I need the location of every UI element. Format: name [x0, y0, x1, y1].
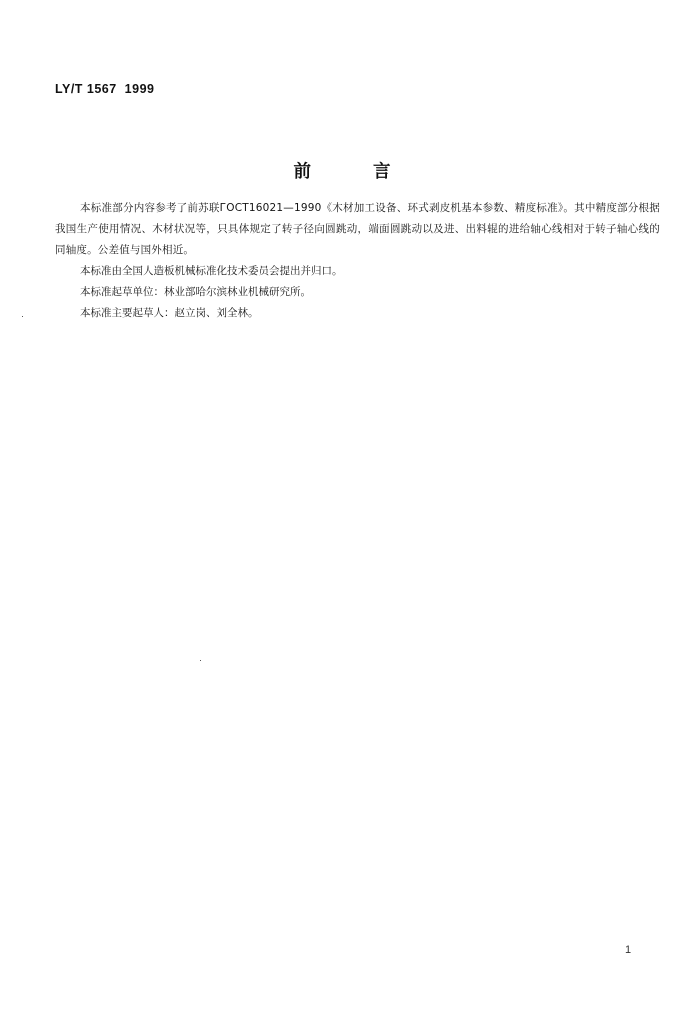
foreword-body	[55, 198, 660, 324]
scan-speck	[22, 316, 23, 317]
paragraph-reference: 本标准部分内容参考了前苏联ГОСТ16021—1990《木材加工设备、环式剥皮机基本参数、精度标准》。其中精度部分根据我国生产使用情况、木材状况等，只具体规定了转子径向圆跳动，端面圆跳动以及进、出料辊的进给轴心线相对于转子轴心线的同轴度。公差值与国外相近。	[55, 202, 660, 256]
scan-speck	[200, 660, 201, 661]
standard-code: LY/T 1567 1999	[55, 82, 155, 96]
page-title: 前 言	[293, 162, 392, 182]
paragraph-drafters: 本标准主要起草人：赵立岗、刘全林。	[80, 307, 259, 319]
paragraph-drafting-unit: 本标准起草单位：林业部哈尔滨林业机械研究所。	[80, 286, 311, 298]
paragraph-proposer: 本标准由全国人造板机械标准化技术委员会提出并归口。	[80, 265, 343, 277]
page-number: 1	[625, 944, 632, 956]
